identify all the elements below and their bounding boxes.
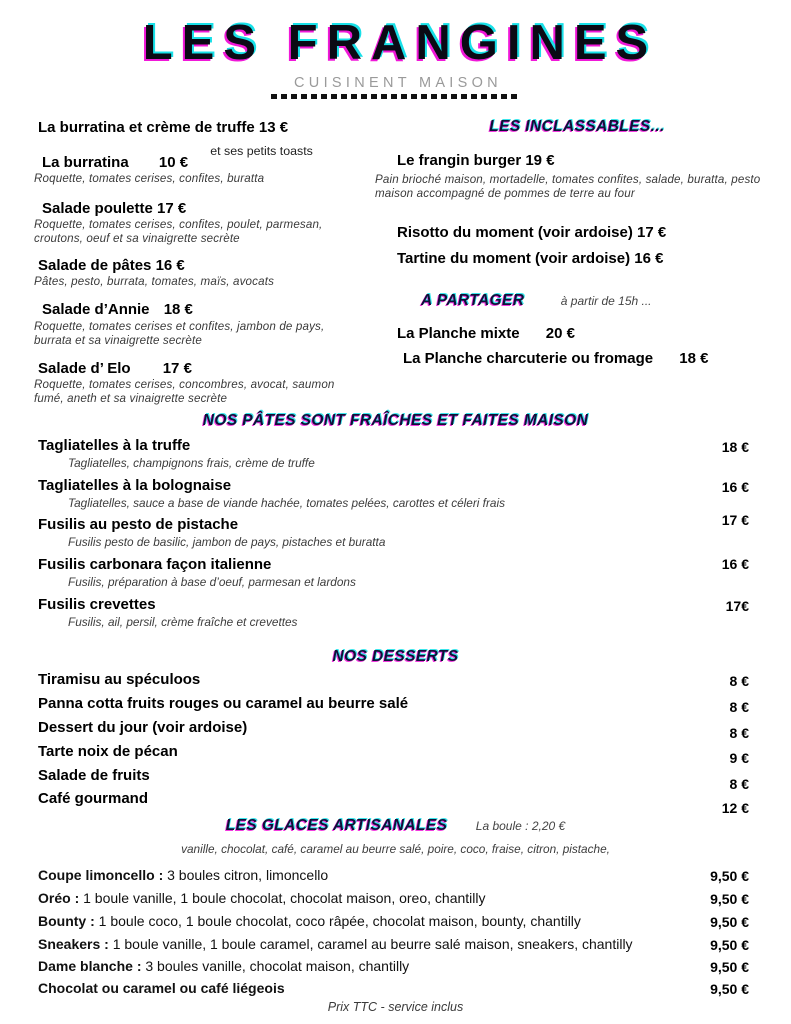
- menu-item-price: 9 €: [729, 750, 749, 766]
- menu-item-description: Pâtes, pesto, burrata, tomates, maïs, avocats: [34, 275, 275, 289]
- menu-item-price: 8 €: [729, 673, 749, 689]
- menu-item: [375, 324, 779, 343]
- menu-item-description: Roquette, tomates cerises, concombres, avocat, saumon fumé, aneth et sa vinaigrette secrète: [34, 377, 335, 406]
- menu-item-description: Roquette, tomates cerises, confites, buratta: [34, 172, 265, 186]
- menu-item-price: 13 €: [258, 119, 289, 136]
- starters-column: [16, 118, 368, 406]
- menu-item-price: 18 €: [721, 439, 749, 455]
- menu-item: [16, 199, 368, 246]
- menu-item: [16, 359, 368, 406]
- menu-item: [375, 223, 779, 242]
- section-heading-pates: NOS PÂTES SONT FRAÎCHES ET FAITES MAISON: [202, 412, 589, 429]
- masthead: [0, 18, 791, 99]
- menu-item-price: 9,50 €: [710, 868, 749, 884]
- menu-item-name: Dessert du jour (voir ardoise): [38, 719, 248, 736]
- menu-item-name: Salade de fruits: [38, 767, 150, 784]
- page-title: LES FRANGINES: [142, 16, 658, 70]
- glaces-item-rest: 1 boule vanille, 1 boule chocolat, chocolat maison, oreo, chantilly: [79, 890, 486, 906]
- menu-item: [375, 349, 779, 368]
- dotted-rule-divider: [271, 94, 521, 99]
- menu-item: [16, 300, 368, 347]
- menu-item-price: 8 €: [729, 699, 749, 715]
- menu-item-name: Fusilis au pesto de pistache: [38, 516, 239, 533]
- menu-item-name: La Planche mixte: [397, 324, 520, 342]
- menu-item-price: 9,50 €: [710, 981, 749, 997]
- menu-item-name: Salade de pâtes: [38, 256, 152, 274]
- section-heading-glaces-wrap: [0, 817, 791, 835]
- menu-item-name: Tartine du moment (voir ardoise) 16 €: [397, 249, 664, 267]
- menu-item-description: Roquette, tomates cerises, confites, poulet, parmesan, croutons, oeuf et sa vinaigrette secrète: [34, 217, 323, 245]
- menu-item-price: 17 €: [157, 199, 187, 217]
- menu-item-name: Salade poulette: [42, 199, 153, 217]
- glaces-scoop-note: La boule : 2,20 €: [475, 819, 566, 833]
- menu-item-name: Fusilis carbonara façon italienne: [38, 556, 272, 573]
- a-partager-note: à partir de 15h ...: [560, 293, 652, 308]
- menu-item-price: 16 €: [155, 256, 185, 274]
- menu-item: [375, 249, 779, 268]
- glaces-item-rest: 1 boule coco, 1 boule chocolat, coco râpée, chocolat maison, bounty, chantilly: [94, 913, 581, 929]
- menu-item-name: La Planche charcuterie ou fromage: [403, 350, 654, 368]
- menu-item-description: Fusilis, ail, persil, crème fraîche et crevettes: [68, 615, 298, 629]
- glaces-item-rest: 3 boules vanille, chocolat maison, chantilly: [141, 958, 410, 974]
- menu-item-price: 16 €: [721, 556, 749, 572]
- menu-item-description: Fusilis, préparation à base d’oeuf, parmesan et lardons: [68, 575, 356, 589]
- menu-item-description: Pain brioché maison, mortadelle, tomates confites, salade, buratta, pesto maison accompagné de pommes de terre au four: [375, 173, 761, 201]
- menu-item-note: et ses petits toasts: [210, 144, 313, 159]
- menu-item: [16, 144, 368, 186]
- menu-item-description: Fusilis pesto de basilic, jambon de pays, pistaches et buratta: [68, 535, 386, 549]
- inclassables-column: [375, 118, 779, 368]
- menu-item-name: La burratina: [42, 154, 129, 172]
- menu-item-price: 16 €: [721, 479, 749, 495]
- menu-item-price: 18 €: [679, 350, 709, 368]
- glaces-item-lead: Coupe limoncello :: [38, 867, 164, 883]
- glaces-item-rest: 3 boules citron, limoncello: [163, 867, 329, 883]
- menu-item-name: Salade d’ Elo: [38, 359, 131, 377]
- menu-item-description: Tagliatelles, sauce a base de viande hachée, tomates pelées, carottes et céleri frais: [68, 496, 505, 510]
- section-heading-desserts-wrap: [0, 648, 791, 666]
- section-heading-inclassables: LES INCLASSABLES...: [489, 118, 665, 135]
- menu-item-name: Tagliatelles à la truffe: [38, 437, 191, 454]
- menu-item-description: Roquette, tomates cerises et confites, jambon de pays, burrata et sa vinaigrette secrète: [34, 319, 325, 347]
- menu-item-description: Tagliatelles, champignons frais, crème de truffe: [68, 456, 315, 470]
- menu-item: [16, 256, 368, 289]
- menu-item-name: Salade d’Annie: [42, 301, 150, 319]
- section-heading-glaces: LES GLACES ARTISANALES: [225, 817, 448, 834]
- section-heading-desserts: NOS DESSERTS: [332, 648, 459, 665]
- menu-item-price: 12 €: [721, 800, 749, 816]
- menu-item: [375, 151, 779, 201]
- menu-item-name: Fusilis crevettes: [38, 596, 156, 613]
- menu-item-price: 8 €: [729, 725, 749, 741]
- menu-item-name: La burratina et crème de truffe: [38, 119, 255, 136]
- menu-item-price: 9,50 €: [710, 959, 749, 975]
- menu-item-name: Risotto du moment (voir ardoise) 17 €: [397, 224, 667, 242]
- menu-item-name: Tiramisu au spéculoos: [38, 671, 201, 688]
- section-heading-a-partager: A PARTAGER: [421, 291, 525, 309]
- menu-item-price: 8 €: [729, 776, 749, 792]
- glaces-item-lead: Oréo :: [38, 890, 80, 906]
- menu-item-price: 9,50 €: [710, 891, 749, 907]
- menu-item-name: Panna cotta fruits rouges ou caramel au beurre salé: [38, 695, 409, 712]
- menu-item-price: 20 €: [545, 324, 575, 342]
- menu-item-price: 9,50 €: [710, 914, 749, 930]
- glaces-item-lead: Dame blanche :: [38, 958, 142, 974]
- glaces-item-lead: Sneakers :: [38, 936, 109, 952]
- menu-item-name: Café gourmand: [38, 790, 149, 807]
- menu-item-name: Le frangin burger 19 €: [397, 152, 555, 169]
- menu-item-price: 9,50 €: [710, 937, 749, 953]
- menu-item-name: Tarte noix de pécan: [38, 743, 178, 760]
- menu-item-price: 17 €: [721, 512, 749, 528]
- menu-item-name: Tagliatelles à la bolognaise: [38, 477, 232, 494]
- glaces-item-lead: Chocolat ou caramel ou café liégeois: [38, 980, 285, 996]
- brand-subtitle: CUISINENT MAISON: [294, 75, 502, 92]
- glaces-flavours-wrap: [0, 840, 791, 858]
- glaces-item-rest: 1 boule vanille, 1 boule caramel, caramel au beurre salé maison, sneakers, chantilly: [108, 936, 633, 952]
- footer-note: Prix TTC - service inclus: [327, 1000, 464, 1014]
- glaces-flavours: vanille, chocolat, café, caramel au beurre salé, poire, coco, fraise, citron, pistache,: [181, 842, 610, 856]
- menu-item-price: 17€: [725, 598, 749, 614]
- menu-item-price: 18 €: [163, 301, 193, 319]
- menu-item-price: 17 €: [162, 359, 192, 377]
- section-heading-pates-wrap: [0, 412, 791, 430]
- glaces-item-lead: Bounty :: [38, 913, 95, 929]
- menu-item: [16, 118, 368, 137]
- menu-item-price: 10 €: [158, 154, 189, 172]
